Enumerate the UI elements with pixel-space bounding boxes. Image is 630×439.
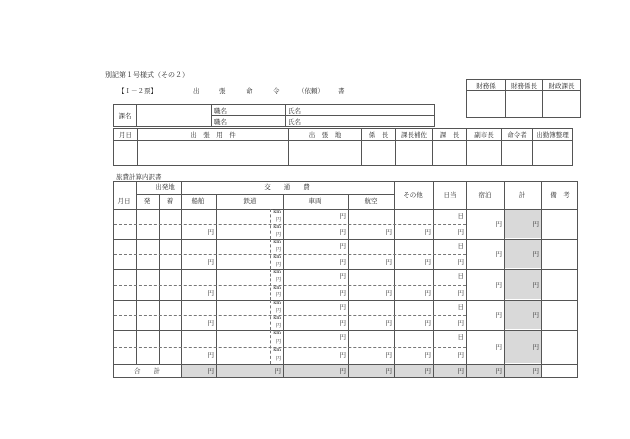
form-id: 別記第１号様式（その２） xyxy=(105,71,189,79)
car-yen-unit: 円 xyxy=(339,303,346,311)
ship-yen-unit: 円 xyxy=(207,258,214,266)
ship-yen-unit: 円 xyxy=(207,228,214,236)
name-label: 氏名 xyxy=(286,116,435,127)
grand-total-label: 合 計 xyxy=(134,367,160,375)
day-unit: 日 xyxy=(457,333,464,341)
approval-header: 財政課長 xyxy=(543,80,581,91)
trip-header: 月日 xyxy=(114,129,138,141)
car-yen-unit: 円 xyxy=(339,258,346,266)
title-char-1: 出 xyxy=(193,87,200,95)
total-yen-unit: 円 xyxy=(532,311,539,319)
daily-yen-unit: 円 xyxy=(457,351,464,359)
km-unit: km xyxy=(273,224,281,230)
arrive-header: 着 xyxy=(166,197,174,205)
km-divider xyxy=(270,330,271,364)
km-unit: km xyxy=(273,330,281,336)
km-unit: km xyxy=(273,239,281,245)
km-unit: km xyxy=(273,209,281,215)
yen-unit: 円 xyxy=(275,276,281,283)
total-yen-unit: 円 xyxy=(532,220,539,228)
ship-yen-unit: 円 xyxy=(207,319,214,327)
lodging-yen-unit: 円 xyxy=(495,311,502,319)
yen-unit: 円 xyxy=(275,261,281,268)
title-char-6: 書 xyxy=(338,87,345,95)
km-unit: km xyxy=(273,347,281,353)
grand-total-yen: 円 xyxy=(274,367,281,375)
trip-header: 副市長 xyxy=(467,129,502,141)
row-divider xyxy=(114,224,466,225)
grand-total-yen: 円 xyxy=(339,367,346,375)
car-yen-unit: 円 xyxy=(339,242,346,250)
name-label: 氏名 xyxy=(286,105,435,116)
other-yen-unit: 円 xyxy=(424,228,431,236)
yen-unit: 円 xyxy=(275,292,281,299)
km-divider xyxy=(270,300,271,330)
ship-yen-unit: 円 xyxy=(207,351,214,359)
other-yen-unit: 円 xyxy=(424,258,431,266)
day-unit: 日 xyxy=(457,242,464,250)
post-label: 職名 xyxy=(212,116,286,127)
km-unit: km xyxy=(273,269,281,275)
transport-header: 交 通 費 xyxy=(264,183,310,191)
trip-header: 係 長 xyxy=(362,129,396,141)
car-yen-unit: 円 xyxy=(339,289,346,297)
approval-header: 財務係 xyxy=(467,80,506,91)
grand-total-row-fill xyxy=(181,365,542,377)
ship-yen-unit: 円 xyxy=(207,289,214,297)
air-yen-unit: 円 xyxy=(385,351,392,359)
remarks-header: 備 考 xyxy=(550,191,570,199)
km-divider xyxy=(270,209,271,239)
title-char-3: 命 xyxy=(246,87,253,95)
km-unit: km xyxy=(273,315,281,321)
trip-header: 課 長 xyxy=(433,129,467,141)
total-header: 計 xyxy=(518,191,526,199)
day-unit: 日 xyxy=(457,303,464,311)
car-yen-unit: 円 xyxy=(339,212,346,220)
air-yen-unit: 円 xyxy=(385,319,392,327)
car-yen-unit: 円 xyxy=(339,319,346,327)
daily-yen-unit: 円 xyxy=(457,289,464,297)
air-yen-unit: 円 xyxy=(385,258,392,266)
daily-header: 日当 xyxy=(443,191,457,199)
title-char-2: 張 xyxy=(219,87,226,95)
trip-header: 出 張 地 xyxy=(289,129,362,141)
depart-header: 発 xyxy=(143,197,151,205)
day-unit: 日 xyxy=(457,272,464,280)
breakdown-title: 旅費計算内訳書 xyxy=(116,173,162,181)
other-yen-unit: 円 xyxy=(424,319,431,327)
total-yen-unit: 円 xyxy=(532,281,539,289)
km-unit: km xyxy=(273,300,281,306)
trip-header: 課長補佐 xyxy=(396,129,433,141)
rail-header: 鉄道 xyxy=(243,197,257,205)
row-divider xyxy=(114,285,466,286)
row-divider xyxy=(114,315,466,316)
lodging-yen-unit: 円 xyxy=(495,220,502,228)
yen-unit: 円 xyxy=(275,231,281,238)
dept-label: 課名 xyxy=(114,105,137,127)
car-yen-unit: 円 xyxy=(339,351,346,359)
day-unit: 日 xyxy=(457,212,464,220)
lodging-yen-unit: 円 xyxy=(495,343,502,351)
other-header: その他 xyxy=(403,191,423,199)
lodging-yen-unit: 円 xyxy=(495,281,502,289)
ticket-label: 【Ｉ－２票】 xyxy=(118,87,157,95)
title-char-4: 令 xyxy=(273,87,280,95)
grand-total-yen: 円 xyxy=(207,367,214,375)
yen-unit: 円 xyxy=(275,216,281,223)
trip-header: 命令者 xyxy=(502,129,533,141)
km-divider xyxy=(270,269,271,300)
yen-unit: 円 xyxy=(275,322,281,329)
car-yen-unit: 円 xyxy=(339,228,346,236)
yen-unit: 円 xyxy=(275,355,281,362)
departure-place-header: 出発地 xyxy=(155,183,175,191)
air-yen-unit: 円 xyxy=(385,228,392,236)
grand-total-yen: 円 xyxy=(532,367,539,375)
yen-unit: 円 xyxy=(275,338,281,345)
km-unit: km xyxy=(273,254,281,260)
lodging-header: 宿泊 xyxy=(478,191,492,199)
grand-total-yen: 円 xyxy=(457,367,464,375)
lodging-yen-unit: 円 xyxy=(495,250,502,258)
total-yen-unit: 円 xyxy=(532,250,539,258)
total-yen-unit: 円 xyxy=(532,343,539,351)
air-header: 航空 xyxy=(364,197,378,205)
air-yen-unit: 円 xyxy=(385,289,392,297)
km-unit: km xyxy=(273,284,281,291)
date-header: 月日 xyxy=(117,197,131,205)
car-yen-unit: 円 xyxy=(339,333,346,341)
post-label: 職名 xyxy=(212,105,286,116)
trip-header: 出勤簿整理 xyxy=(533,129,573,141)
approval-header: 財務係長 xyxy=(506,80,543,91)
trip-header: 出 張 用 件 xyxy=(138,129,289,141)
daily-yen-unit: 円 xyxy=(457,228,464,236)
grand-total-yen: 円 xyxy=(495,367,502,375)
other-yen-unit: 円 xyxy=(424,351,431,359)
km-divider xyxy=(270,239,271,269)
title-char-5: （依頼） xyxy=(298,87,324,95)
daily-yen-unit: 円 xyxy=(457,319,464,327)
grand-total-yen: 円 xyxy=(385,367,392,375)
other-yen-unit: 円 xyxy=(424,289,431,297)
row-divider xyxy=(114,347,466,348)
row-divider xyxy=(114,254,466,255)
ship-header: 船舶 xyxy=(191,197,205,205)
yen-unit: 円 xyxy=(275,307,281,314)
daily-yen-unit: 円 xyxy=(457,258,464,266)
car-header: 車両 xyxy=(308,197,322,205)
car-yen-unit: 円 xyxy=(339,272,346,280)
yen-unit: 円 xyxy=(275,246,281,253)
grand-total-yen: 円 xyxy=(424,367,431,375)
